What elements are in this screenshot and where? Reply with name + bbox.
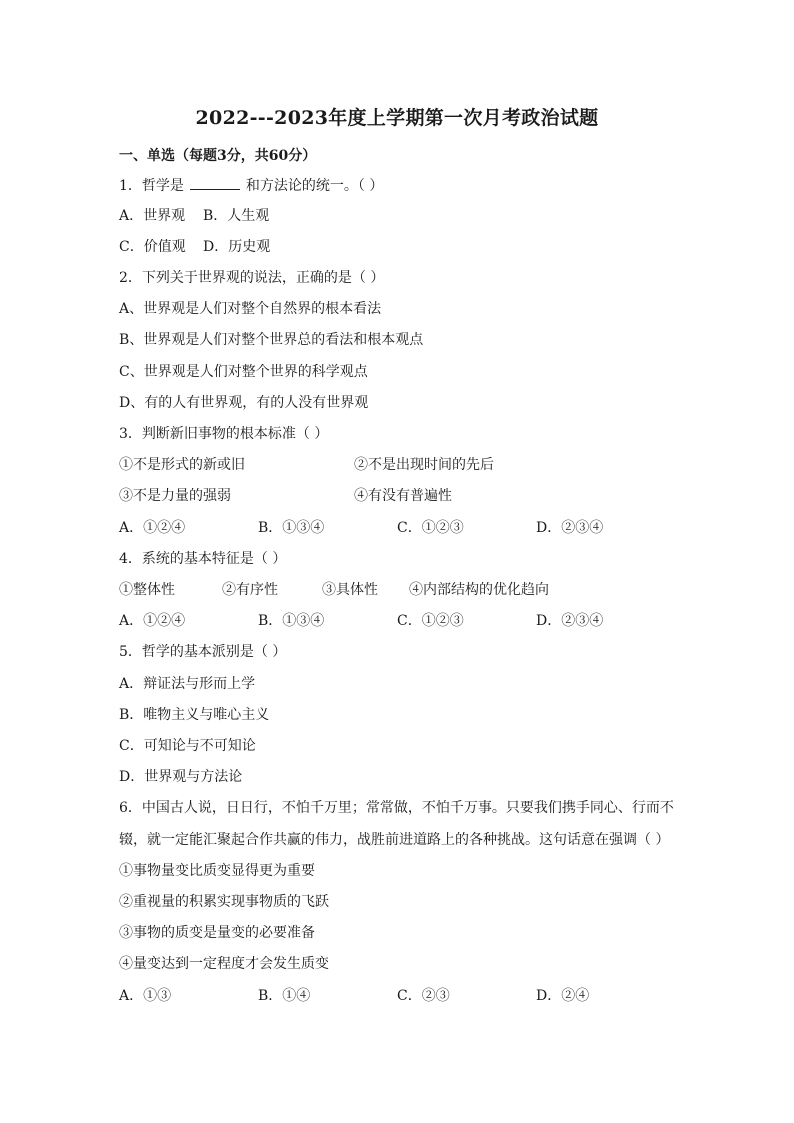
question-6-option-d: D．②④ bbox=[536, 988, 590, 1004]
question-1-option-c: C．价值观 bbox=[119, 239, 186, 255]
question-6-stem-line-2: 辍，就一定能汇聚起合作共赢的伟力，战胜前进道路上的各种挑战。这句话意在强调（ ） bbox=[119, 832, 670, 848]
question-3-statement-3: ③不是力量的强弱 bbox=[119, 488, 231, 504]
question-2-option-d: D、有的人有世界观，有的人没有世界观 bbox=[119, 395, 369, 411]
question-2-option-c: C、世界观是人们对整个世界的科学观点 bbox=[119, 364, 368, 380]
section-heading: 一、单选（每题3分，共60分） bbox=[119, 148, 317, 164]
question-1-option-a: A．世界观 bbox=[119, 208, 186, 224]
question-6-option-a: A．①③ bbox=[119, 988, 172, 1004]
question-5-option-d: D．世界观与方法论 bbox=[119, 769, 243, 785]
question-1-option-b: B．人生观 bbox=[203, 208, 270, 224]
question-1-blank bbox=[190, 175, 240, 190]
question-6-statement-2: ②重视量的积累实现事物质的飞跃 bbox=[119, 894, 329, 910]
question-4-option-b: B．①③④ bbox=[258, 613, 325, 629]
question-5-option-a: A．辩证法与形而上学 bbox=[119, 676, 256, 692]
question-3-option-c: C．①②③ bbox=[397, 520, 464, 536]
question-4-option-c: C．①②③ bbox=[397, 613, 464, 629]
question-3-stem: 3．判断新旧事物的根本标准（ ） bbox=[119, 426, 329, 442]
question-6-stem-line-1: 6．中国古人说，日日行，不怕千万里；常常做，不怕千万事。只要我们携手同心、行而不 bbox=[119, 800, 674, 816]
question-6-option-b: B．①④ bbox=[258, 988, 311, 1004]
question-5-stem: 5．哲学的基本派别是（ ） bbox=[119, 644, 287, 660]
question-5-option-b: B．唯物主义与唯心主义 bbox=[119, 707, 270, 723]
question-1-option-d: D．历史观 bbox=[203, 239, 271, 255]
question-3-statement-4: ④有没有普遍性 bbox=[354, 488, 452, 504]
question-3-statement-1: ①不是形式的新或旧 bbox=[119, 457, 245, 473]
page-title: 2022---2023年度上学期第一次月考政治试题 bbox=[195, 107, 599, 129]
question-4-statement-4: ④内部结构的优化趋向 bbox=[409, 582, 549, 598]
question-3-statement-2: ②不是出现时间的先后 bbox=[354, 457, 494, 473]
question-5-option-c: C．可知论与不可知论 bbox=[119, 738, 256, 754]
question-2-option-b: B、世界观是人们对整个世界总的看法和根本观点 bbox=[119, 332, 424, 348]
question-4-statement-2: ②有序性 bbox=[222, 582, 278, 598]
question-2-stem: 2．下列关于世界观的说法，正确的是（ ） bbox=[119, 270, 385, 286]
question-4-statement-3: ③具体性 bbox=[322, 582, 378, 598]
question-3-option-b: B．①③④ bbox=[258, 520, 325, 536]
question-4-statement-1: ①整体性 bbox=[119, 582, 175, 598]
question-4-option-d: D．②③④ bbox=[536, 613, 604, 629]
question-2-option-a: A、世界观是人们对整个自然界的根本看法 bbox=[119, 301, 382, 317]
question-4-stem: 4．系统的基本特征是（ ） bbox=[119, 551, 287, 567]
question-1-stem bbox=[119, 175, 383, 196]
question-3-option-a: A．①②④ bbox=[119, 520, 186, 536]
question-6-statement-4: ④量变达到一定程度才会发生质变 bbox=[119, 956, 329, 972]
question-6-statement-3: ③事物的质变是量变的必要准备 bbox=[119, 925, 315, 941]
question-6-option-c: C．②③ bbox=[397, 988, 450, 1004]
question-4-option-a: A．①②④ bbox=[119, 613, 186, 629]
question-3-option-d: D．②③④ bbox=[536, 520, 604, 536]
question-1-stem-after: 和方法论的统一。（ ） bbox=[245, 178, 384, 194]
question-1-stem-before: 1．哲学是 bbox=[119, 178, 184, 194]
question-6-statement-1: ①事物量变比质变显得更为重要 bbox=[119, 863, 315, 879]
